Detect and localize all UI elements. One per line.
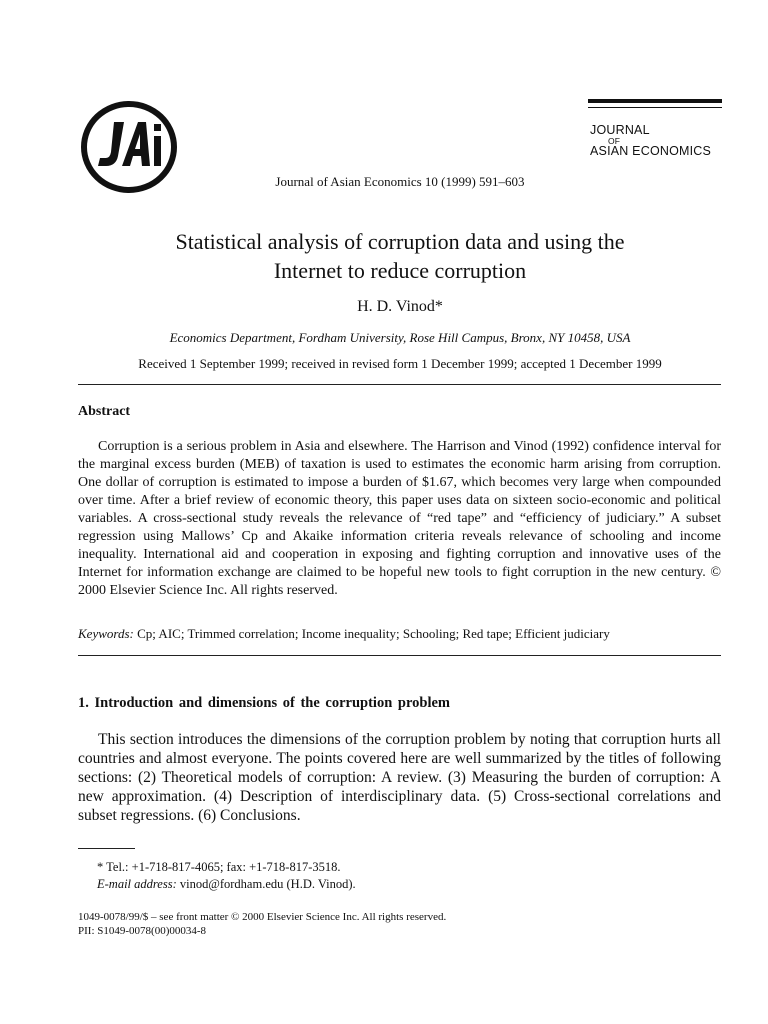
copyright-footer	[78, 910, 446, 938]
divider	[78, 384, 721, 385]
keywords-value: Cp; AIC; Trimmed correlation; Income inequality; Schooling; Red tape; Efficient judiciary	[137, 626, 610, 641]
brand-journal: JOURNAL	[590, 123, 650, 137]
brand-asian-economics: ASIAN ECONOMICS	[590, 144, 712, 158]
journal-citation: Journal of Asian Economics 10 (1999) 591–603	[275, 174, 525, 189]
keywords-label: Keywords:	[78, 626, 134, 641]
email-value: vinod@fordham.edu (H.D. Vinod).	[179, 877, 356, 891]
section-body: This section introduces the dimensions of the corruption problem by noting that corruption hurts all countries and almost everyone. The points covered here are well summarized by the titles of following sections: (2) Theoretical models of corruption: A review. (3) Measuring the burden of corruption: A new approximation. (4) Description of interdisciplinary data. (5) Cross-sectional correlations and subset regressions. (6) Conclusions.	[78, 731, 721, 824]
section-heading: 1. Introduction and dimensions of the corruption problem	[78, 695, 450, 711]
received-dates: Received 1 September 1999; received in revised form 1 December 1999; accepted 1 December 1999	[138, 356, 662, 371]
footnote-contact: * Tel.: +1-718-817-4065; fax: +1-718-817-3518.	[97, 860, 341, 874]
journal-brand	[588, 99, 722, 163]
keywords	[78, 626, 721, 642]
paper-title	[0, 227, 768, 285]
divider	[78, 655, 721, 656]
abstract-body: Corruption is a serious problem in Asia and elsewhere. The Harrison and Vinod (1992) confidence interval for the marginal excess burden (MEB) of taxation is used to estimates the economic harm arising from corruption. One dollar of corruption is estimated to impose a burden of $1.67, which becomes very large when compounded over time. After a brief review of economic theory, this paper uses data on sixteen socio-economic and political variables. A cross-sectional study reveals the relevance of “red tape” and “efficiency of judiciary.” A subset regression using Mallows’ Cp and Akaike information criteria reveals relevance of schooling and income inequality. International aid and cooperation in exposing and fighting corruption and innovative uses of the Internet for information exchange are claimed to be hopeful new tools to fight corruption in the new century. © 2000 Elsevier Science Inc. All rights reserved.	[78, 439, 721, 598]
abstract-heading: Abstract	[78, 404, 131, 419]
author: H. D. Vinod*	[357, 298, 443, 315]
email-label: E-mail address:	[97, 877, 177, 891]
affiliation: Economics Department, Fordham University, Rose Hill Campus, Bronx, NY 10458, USA	[169, 330, 631, 345]
paper-title-line: Internet to reduce corruption	[273, 258, 527, 283]
footnote	[97, 859, 356, 893]
brand-rule	[588, 107, 722, 108]
paper-title-line: Statistical analysis of corruption data and using the	[175, 229, 625, 254]
footnote-email	[97, 876, 356, 893]
footer-copyright: 1049-0078/99/$ – see front matter © 2000 Elsevier Science Inc. All rights reserved.	[78, 911, 447, 923]
brand-of: OF	[608, 136, 621, 146]
footer-pii: PII: S1049-0078(00)00034-8	[78, 925, 207, 937]
brand-rule	[588, 99, 722, 103]
footnote-divider	[78, 848, 135, 849]
